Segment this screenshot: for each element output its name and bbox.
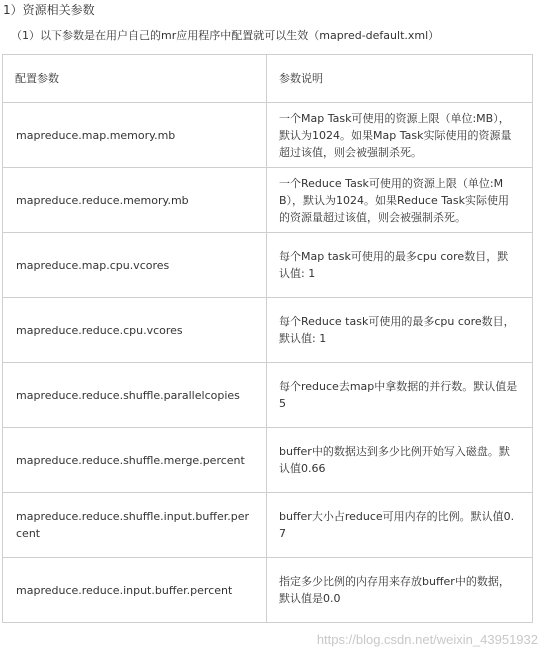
table-row	[3, 103, 533, 168]
param-name: mapreduce.map.cpu.vcores	[3, 233, 267, 298]
param-name: mapreduce.reduce.shuffle.input.buffer.percent	[3, 493, 267, 558]
table-row	[3, 168, 533, 233]
section-subheading: （1）以下参数是在用户自己的mr应用程序中配置就可以生效（mapred-default.xml）	[11, 29, 440, 42]
table-header-row	[3, 55, 533, 103]
header-config-param: 配置参数	[3, 55, 267, 103]
table-row	[3, 558, 533, 623]
table-row	[3, 493, 533, 558]
param-name: mapreduce.reduce.shuffle.parallelcopies	[3, 363, 267, 428]
param-description: 每个Reduce task可使用的最多cpu core数目，默认值: 1	[267, 298, 533, 363]
param-name: mapreduce.reduce.input.buffer.percent	[3, 558, 267, 623]
table-row	[3, 428, 533, 493]
param-name: mapreduce.reduce.shuffle.merge.percent	[3, 428, 267, 493]
param-description: 一个Reduce Task可使用的资源上限（单位:MB），默认为1024。如果Reduce Task实际使用的资源量超过该值，则会被强制杀死。	[267, 168, 533, 233]
param-name: mapreduce.reduce.cpu.vcores	[3, 298, 267, 363]
header-param-description: 参数说明	[267, 55, 533, 103]
param-description: buffer大小占reduce可用内存的比例。默认值0.7	[267, 493, 533, 558]
param-description: 指定多少比例的内存用来存放buffer中的数据，默认值是0.0	[267, 558, 533, 623]
param-description: 一个Map Task可使用的资源上限（单位:MB），默认为1024。如果Map Task实际使用的资源量超过该值，则会被强制杀死。	[267, 103, 533, 168]
param-name: mapreduce.reduce.memory.mb	[3, 168, 267, 233]
watermark: https://blog.csdn.net/weixin_43951932	[316, 632, 538, 647]
table-row	[3, 233, 533, 298]
parameter-table	[2, 54, 533, 623]
table-row	[3, 363, 533, 428]
param-description: 每个Map task可使用的最多cpu core数目，默认值: 1	[267, 233, 533, 298]
param-description: buffer中的数据达到多少比例开始写入磁盘。默认值0.66	[267, 428, 533, 493]
param-name: mapreduce.map.memory.mb	[3, 103, 267, 168]
table-row	[3, 298, 533, 363]
section-heading: 1）资源相关参数	[3, 3, 95, 17]
param-description: 每个reduce去map中拿数据的并行数。默认值是5	[267, 363, 533, 428]
